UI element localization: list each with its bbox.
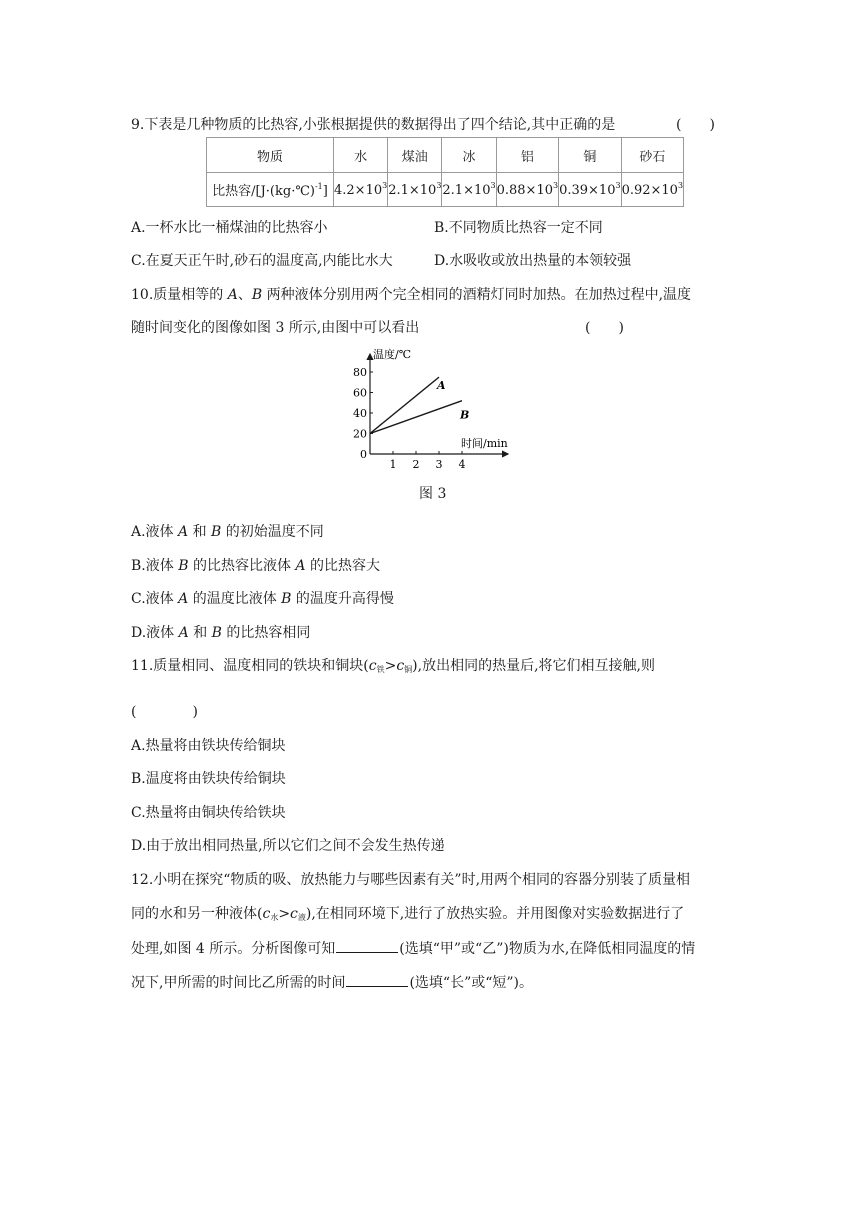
table-cell-header: 水 bbox=[334, 138, 388, 173]
x-tick-label: 2 bbox=[412, 458, 420, 471]
x-axis-label: 时间/min bbox=[461, 437, 508, 450]
question-11-answer-paren: ( ) bbox=[131, 704, 198, 720]
specific-heat-table bbox=[206, 137, 684, 207]
table-cell-value: $2.1\times 10^3$ bbox=[388, 173, 442, 207]
table-cell-header: 冰 bbox=[442, 138, 496, 173]
question-12-line-2: 同的水和另一种液体$(c_水>c_液)$,在相同环境下,进行了放热实验。并用图像对实验数据进行了 bbox=[131, 906, 685, 922]
series-line-b bbox=[370, 401, 462, 434]
table-cell-row-header: 物质 bbox=[207, 138, 334, 173]
question-9-option-c: C.在夏天正午时,砂石的温度高,内能比水大 bbox=[131, 253, 393, 269]
series-line-a bbox=[370, 377, 439, 433]
table-cell-header: 铜 bbox=[559, 138, 621, 173]
figure-3-caption: 图 3 bbox=[419, 486, 447, 502]
question-9-option-a: A.一杯水比一桶煤油的比热容小 bbox=[131, 220, 328, 236]
x-tick-label: 3 bbox=[435, 458, 443, 471]
question-9-stem: 9.下表是几种物质的比热容,小张根据提供的数据得出了四个结论,其中正确的是 bbox=[131, 117, 616, 133]
table-cell-value: $0.92\times 10^3$ bbox=[621, 173, 683, 207]
answer-blank-2[interactable] bbox=[346, 974, 408, 987]
question-11-option-a: A.热量将由铁块传给铜块 bbox=[131, 738, 286, 754]
question-12-line-4: 况下,甲所需的时间比乙所需的时间 (选填“长”或“短”)。 bbox=[131, 975, 534, 991]
question-11-stem: 11.质量相同、温度相同的铁块和铜块$(c_铁>c_铜)$,放出相同的热量后,将它们相互接触,则 bbox=[131, 658, 655, 674]
table-cell-value: $0.39\times 10^3$ bbox=[559, 173, 621, 207]
table-cell-header: 铝 bbox=[496, 138, 558, 173]
y-tick-label: 20 bbox=[353, 427, 367, 441]
y-tick-label: 80 bbox=[353, 366, 367, 379]
question-10-option-c: C.液体 A 的温度比液体 B 的温度升高得慢 bbox=[131, 591, 394, 607]
series-label-b: B bbox=[460, 408, 470, 422]
table-cell-value: $0.88\times 10^3$ bbox=[496, 173, 558, 207]
question-9-option-b: B.不同物质比热容一定不同 bbox=[434, 220, 603, 236]
table-row bbox=[207, 173, 684, 207]
question-9-option-d: D.水吸收或放出热量的本领较强 bbox=[434, 253, 632, 269]
question-10-option-a: A.液体 A 和 B 的初始温度不同 bbox=[131, 524, 324, 540]
question-10-option-b: B.液体 B 的比热容比液体 A 的比热容大 bbox=[131, 558, 380, 574]
table-header-row bbox=[207, 138, 684, 173]
question-12-line-3: 处理,如图 4 所示。分析图像可知 (选填“甲”或“乙”)物质为水,在降低相同温度的情 bbox=[131, 941, 696, 957]
question-9-answer-paren: ( ) bbox=[676, 117, 715, 133]
y-tick-label: 0 bbox=[360, 448, 367, 461]
table-cell-value-label: 比热容/[J·(kg·℃)$^{-1}$] bbox=[207, 173, 334, 207]
question-11-option-d: D.由于放出相同热量,所以它们之间不会发生热传递 bbox=[131, 838, 445, 854]
x-tick-label: 1 bbox=[389, 458, 397, 471]
y-tick-label: 40 bbox=[353, 407, 367, 420]
question-10-stem-line-2: 随时间变化的图像如图 3 所示,由图中可以看出 bbox=[131, 320, 420, 336]
temperature-time-chart bbox=[350, 348, 515, 473]
question-11-option-c: C.热量将由铜块传给铁块 bbox=[131, 805, 286, 821]
table-cell-header: 砂石 bbox=[621, 138, 683, 173]
y-axis-label: 温度/℃ bbox=[373, 348, 412, 361]
x-tick-label: 4 bbox=[458, 458, 466, 471]
table-cell-value: $2.1\times 10^3$ bbox=[442, 173, 496, 207]
series-label-a: A bbox=[437, 379, 446, 393]
question-10-stem-line-1: 10.质量相等的 A、B 两种液体分别用两个完全相同的酒精灯同时加热。在加热过程中,温度 bbox=[131, 287, 692, 303]
question-10-option-d: D.液体 A 和 B 的比热容相同 bbox=[131, 625, 311, 641]
question-10-answer-paren: ( ) bbox=[585, 320, 624, 336]
question-11-option-b: B.温度将由铁块传给铜块 bbox=[131, 771, 286, 787]
question-12-line-1: 12.小明在探究“物质的吸、放热能力与哪些因素有关”时,用两个相同的容器分别装了质量相 bbox=[131, 872, 691, 888]
answer-blank-1[interactable] bbox=[336, 940, 398, 953]
table-cell-value: $4.2\times 10^3$ bbox=[334, 173, 388, 207]
table-cell-header: 煤油 bbox=[388, 138, 442, 173]
y-tick-label: 60 bbox=[353, 386, 367, 400]
